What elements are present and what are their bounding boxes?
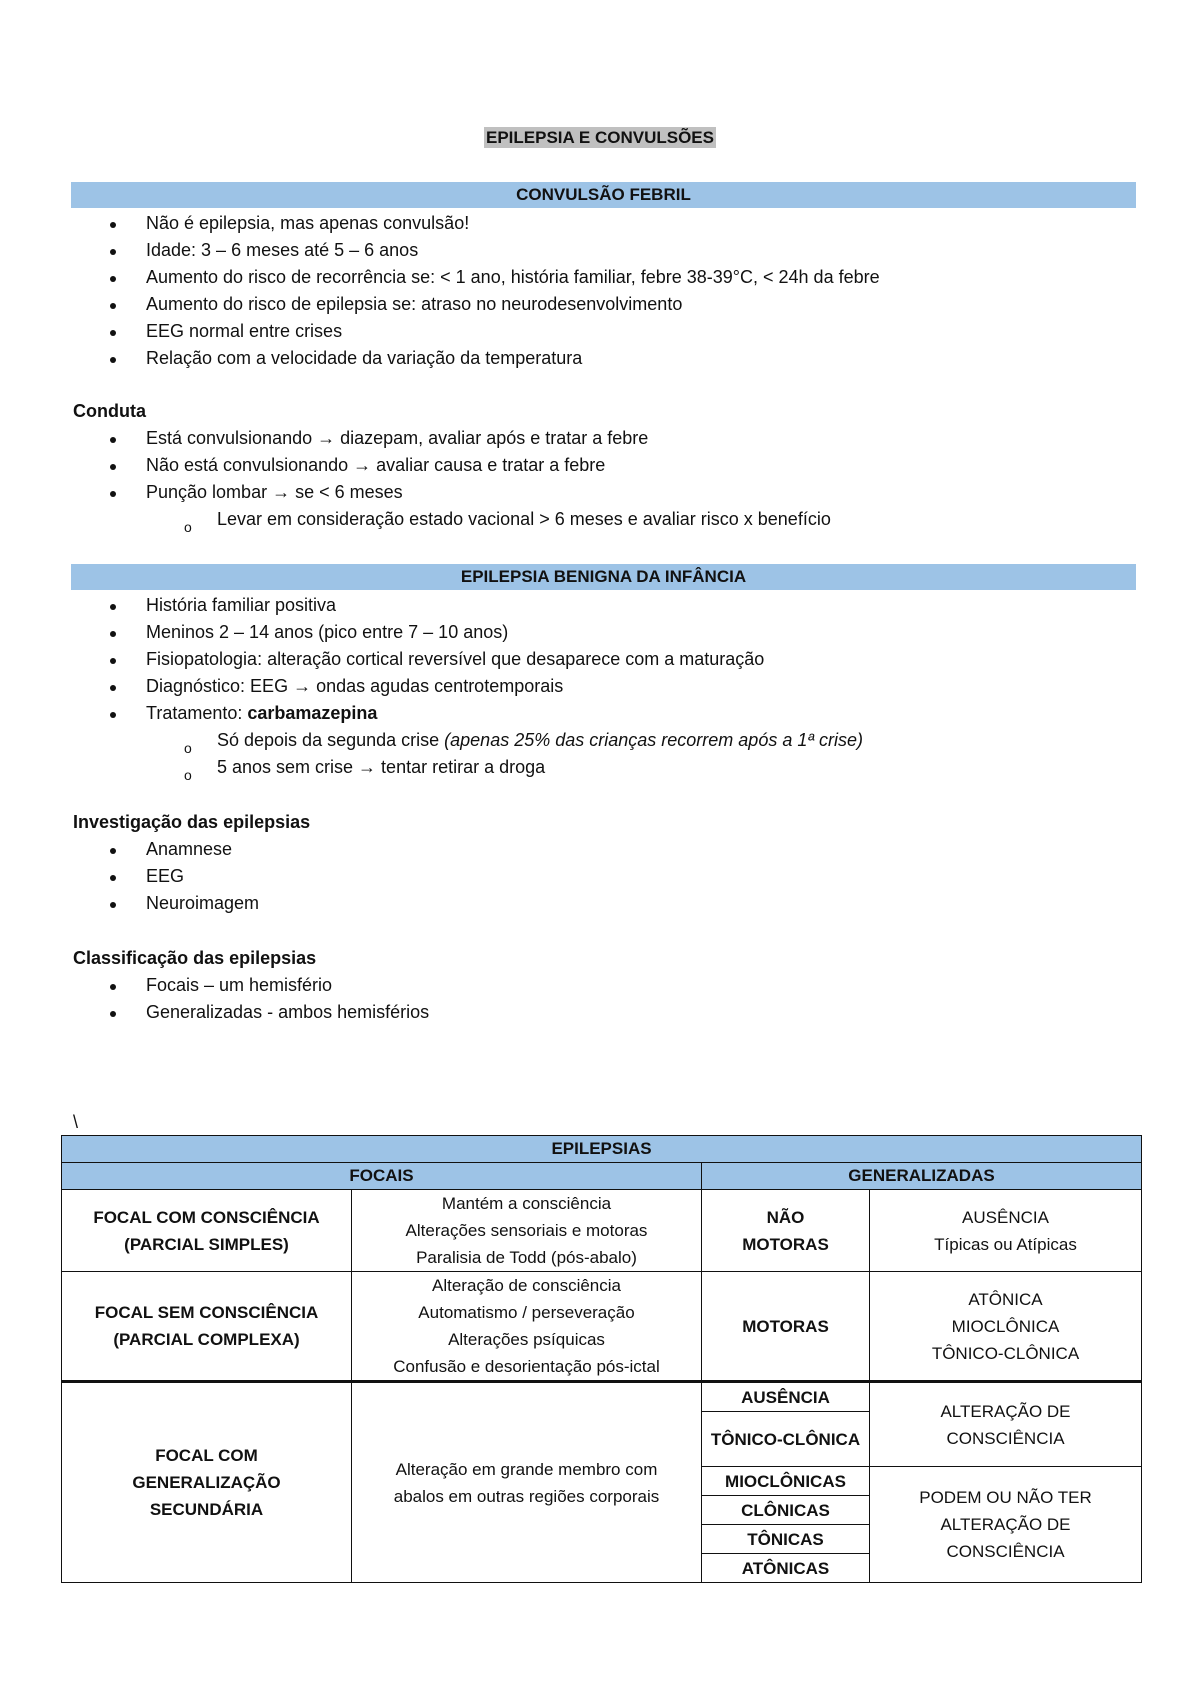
list-item: Relação com a velocidade da variação da temperatura bbox=[71, 345, 1131, 372]
list-item: Aumento do risco de recorrência se: < 1 ano, história familiar, febre 38-39°C, < 24h da febre bbox=[71, 264, 1131, 291]
list-item: Focais – um hemisfério bbox=[71, 972, 1131, 999]
gen-type-cell: MOTORAS bbox=[702, 1272, 870, 1382]
focal-type-cell: FOCAL COM CONSCIÊNCIA (PARCIAL SIMPLES) bbox=[62, 1190, 352, 1272]
bullet-icon bbox=[110, 437, 116, 443]
bullet-icon bbox=[110, 685, 116, 691]
list-item: Aumento do risco de epilepsia se: atraso no neurodesenvolvimento bbox=[71, 291, 1131, 318]
sub-list-item: o Só depois da segunda crise (apenas 25% das crianças recorrem após a 1ª crise) bbox=[71, 727, 1131, 754]
gen-type-cell: NÃO MOTORAS bbox=[702, 1190, 870, 1272]
table-row bbox=[62, 1190, 1142, 1272]
bullet-icon bbox=[110, 875, 116, 881]
bullet-icon bbox=[110, 491, 116, 497]
focal-desc-cell: Mantém a consciência Alterações sensoriais e motoras Paralisia de Todd (pós-abalo) bbox=[352, 1190, 702, 1272]
gen-type-cell: TÔNICAS bbox=[702, 1525, 870, 1554]
bullet-icon bbox=[110, 357, 116, 363]
sub-bullet-icon: o bbox=[184, 767, 192, 783]
bullet-icon bbox=[110, 604, 116, 610]
bullet-icon bbox=[110, 984, 116, 990]
conduta-heading: Conduta bbox=[73, 401, 146, 421]
gen-type-cell: MIOCLÔNICAS bbox=[702, 1467, 870, 1496]
list-item: Idade: 3 – 6 meses até 5 – 6 anos bbox=[71, 237, 1131, 264]
table-title-row bbox=[62, 1136, 1142, 1163]
column-header-focais: FOCAIS bbox=[62, 1163, 702, 1190]
list-item: Punção lombar → se < 6 meses bbox=[71, 479, 1131, 506]
focal-type-cell: FOCAL SEM CONSCIÊNCIA (PARCIAL COMPLEXA) bbox=[62, 1272, 352, 1382]
gen-desc-cell: AUSÊNCIA Típicas ou Atípicas bbox=[870, 1190, 1142, 1272]
treatment-note: (apenas 25% das crianças recorrem após a 1ª crise) bbox=[444, 730, 864, 750]
section-heading-epilepsia-benigna: EPILEPSIA BENIGNA DA INFÂNCIA bbox=[71, 564, 1136, 590]
investigacao-list bbox=[71, 836, 1131, 917]
bullet-icon bbox=[110, 303, 116, 309]
gen-desc-cell: ATÔNICA MIOCLÔNICA TÔNICO-CLÔNICA bbox=[870, 1272, 1142, 1382]
table-header-row bbox=[62, 1163, 1142, 1190]
bullet-icon bbox=[110, 276, 116, 282]
list-item: Não está convulsionando → avaliar causa e tratar a febre bbox=[71, 452, 1131, 479]
list-item: História familiar positiva bbox=[71, 592, 1131, 619]
gen-type-cell: AUSÊNCIA bbox=[702, 1382, 870, 1412]
classificacao-heading: Classificação das epilepsias bbox=[73, 948, 317, 968]
focal-desc-cell: Alteração de consciência Automatismo / perseveração Alterações psíquicas Confusão e desorientação pós-ictal bbox=[352, 1272, 702, 1382]
bullet-icon bbox=[110, 712, 116, 718]
document-title-wrap bbox=[0, 127, 1200, 148]
bullet-icon bbox=[110, 658, 116, 664]
list-item: Tratamento: carbamazepina bbox=[71, 700, 1131, 727]
sub-list-item: o 5 anos sem crise → tentar retirar a droga bbox=[71, 754, 1131, 781]
epilepsias-table bbox=[61, 1135, 1142, 1583]
bullet-icon bbox=[110, 902, 116, 908]
gen-desc-cell: PODEM OU NÃO TER ALTERAÇÃO DE CONSCIÊNCIA bbox=[870, 1467, 1142, 1583]
sub-bullet-icon: o bbox=[184, 519, 192, 535]
document-title: EPILEPSIA E CONVULSÕES bbox=[486, 128, 714, 147]
focal-desc-cell: Alteração em grande membro com abalos em outras regiões corporais bbox=[352, 1382, 702, 1583]
bullet-icon bbox=[110, 464, 116, 470]
section-heading-convulsao-febril: CONVULSÃO FEBRIL bbox=[71, 182, 1136, 208]
bullet-icon bbox=[110, 222, 116, 228]
stray-backslash: \ bbox=[73, 1112, 79, 1132]
table-row bbox=[62, 1272, 1142, 1382]
list-item: Anamnese bbox=[71, 836, 1131, 863]
bullet-icon bbox=[110, 631, 116, 637]
column-header-generalizadas: GENERALIZADAS bbox=[702, 1163, 1142, 1190]
list-item: EEG normal entre crises bbox=[71, 318, 1131, 345]
list-item: Diagnóstico: EEG → ondas agudas centrotemporais bbox=[71, 673, 1131, 700]
list-item: Não é epilepsia, mas apenas convulsão! bbox=[71, 210, 1131, 237]
gen-type-cell: TÔNICO-CLÔNICA bbox=[702, 1412, 870, 1467]
table-title: EPILEPSIAS bbox=[62, 1136, 1142, 1163]
list-item: Meninos 2 – 14 anos (pico entre 7 – 10 anos) bbox=[71, 619, 1131, 646]
treatment-drug: carbamazepina bbox=[247, 703, 378, 723]
gen-type-cell: CLÔNICAS bbox=[702, 1496, 870, 1525]
classificacao-list bbox=[71, 972, 1131, 1026]
conduta-list bbox=[71, 425, 1131, 533]
list-item: Generalizadas - ambos hemisférios bbox=[71, 999, 1131, 1026]
convulsao-febril-list bbox=[71, 210, 1131, 372]
sub-bullet-icon: o bbox=[184, 740, 192, 756]
gen-type-cell: ATÔNICAS bbox=[702, 1554, 870, 1583]
list-item: Neuroimagem bbox=[71, 890, 1131, 917]
epilepsia-benigna-list bbox=[71, 592, 1131, 781]
bullet-icon bbox=[110, 249, 116, 255]
bullet-icon bbox=[110, 1011, 116, 1017]
sub-list-item: o Levar em consideração estado vacional > 6 meses e avaliar risco x benefício bbox=[71, 506, 1131, 533]
investigacao-heading: Investigação das epilepsias bbox=[73, 812, 311, 832]
list-item: Está convulsionando → diazepam, avaliar após e tratar a febre bbox=[71, 425, 1131, 452]
focal-type-cell: FOCAL COM GENERALIZAÇÃO SECUNDÁRIA bbox=[62, 1382, 352, 1583]
table-row bbox=[62, 1382, 1142, 1412]
gen-desc-cell: ALTERAÇÃO DE CONSCIÊNCIA bbox=[870, 1382, 1142, 1467]
bullet-icon bbox=[110, 330, 116, 336]
list-item: Fisiopatologia: alteração cortical reversível que desaparece com a maturação bbox=[71, 646, 1131, 673]
list-item: EEG bbox=[71, 863, 1131, 890]
bullet-icon bbox=[110, 848, 116, 854]
